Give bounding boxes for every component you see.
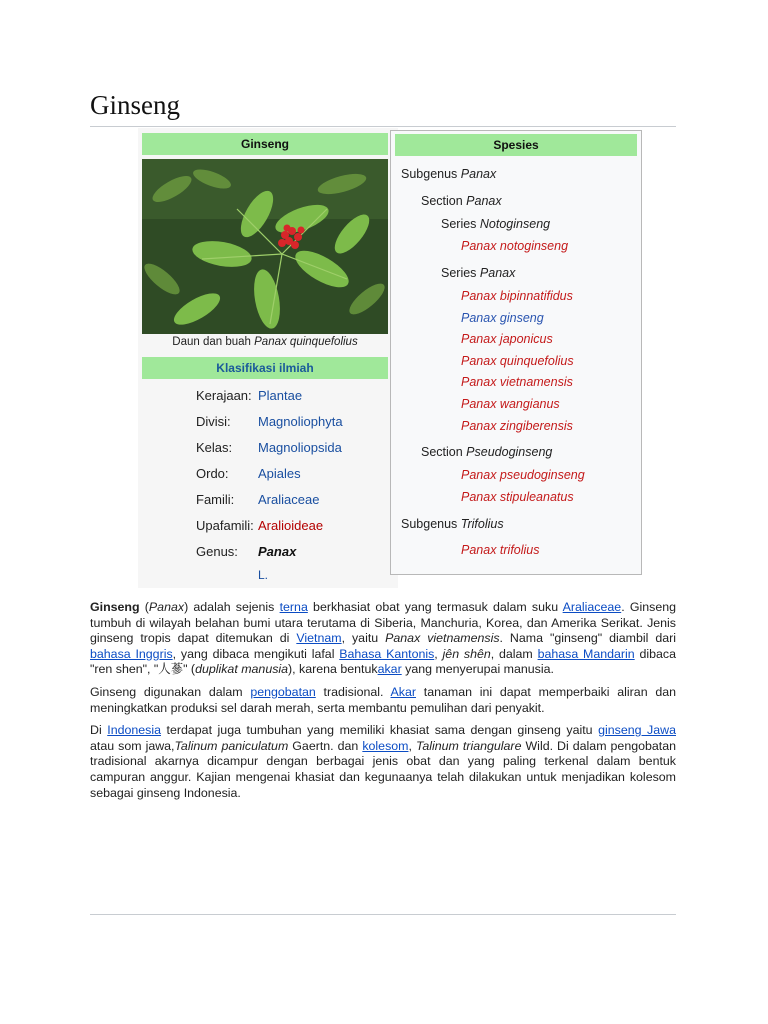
classification-row bbox=[196, 388, 302, 403]
taxon-name: Panax bbox=[466, 194, 502, 208]
species-link[interactable]: Panax wangianus bbox=[461, 397, 560, 411]
species-link[interactable]: Panax notoginseng bbox=[461, 239, 569, 253]
text: ), karena bentuk bbox=[288, 662, 378, 677]
species-link[interactable]: Panax japonicus bbox=[461, 332, 553, 346]
text: Wild. Di dalam pengobatan tradisional akarnya dicampur dengan berbagai jenis obat dan yang paling terkenal dalam bentuk campuran anggur. Kajian mengenai khasiat dan kegunaanya telah dilakukan untuk menjadikan kolesom sebagai ginseng Indonesia. bbox=[90, 738, 677, 800]
text: yang menyerupai manusia. bbox=[401, 662, 554, 677]
text: . Nama "ginseng" diambil dari bbox=[499, 631, 676, 646]
species-box bbox=[390, 130, 642, 575]
caption-text: Daun dan buah bbox=[172, 336, 255, 348]
text: , bbox=[408, 738, 416, 753]
row-label: Kerajaan: bbox=[196, 388, 252, 403]
text: tanaman ini dapat memperbaiki aliran dan meningkatkan produksi sel darah merah, serta membantu pemulihan dari penyakit. bbox=[90, 684, 677, 715]
row-label: Genus: bbox=[196, 544, 238, 559]
taxon-name: Panax bbox=[479, 266, 516, 280]
kingdom-link[interactable]: Plantae bbox=[258, 388, 303, 403]
text: Ginseng digunakan dalam bbox=[90, 684, 251, 699]
bottom-divider bbox=[90, 914, 676, 915]
text: ( bbox=[139, 600, 149, 614]
title-divider bbox=[90, 126, 676, 127]
rank-text: Series bbox=[441, 217, 480, 231]
text: tradisional. bbox=[315, 684, 391, 699]
italic-term: Panax bbox=[148, 600, 185, 614]
taxobox bbox=[138, 128, 398, 588]
taxobox-header: Ginseng bbox=[142, 133, 388, 155]
article-body bbox=[90, 600, 676, 808]
rank-text: Section bbox=[421, 445, 467, 459]
text: dibaca "ren shen", "人蔘" ( bbox=[90, 646, 676, 677]
genus-value: Panax bbox=[258, 544, 297, 559]
link-bahasa-inggris[interactable]: bahasa Inggris bbox=[90, 646, 173, 661]
taxon-name: Panax bbox=[460, 167, 497, 181]
bold-term: Ginseng bbox=[90, 600, 140, 614]
link-terna[interactable]: terna bbox=[279, 600, 308, 614]
row-label: Upafamili: bbox=[196, 518, 254, 533]
text: , yang dibaca mengikuti lafal bbox=[172, 646, 340, 661]
classification-row bbox=[196, 466, 301, 481]
taxon-name: Pseudoginseng bbox=[466, 445, 553, 459]
row-label: Ordo: bbox=[196, 466, 229, 481]
classification-row bbox=[196, 414, 343, 429]
text: berkhasiat obat yang termasuk dalam suku bbox=[307, 600, 563, 614]
classification-row bbox=[196, 544, 296, 559]
link-araliaceae[interactable]: Araliaceae bbox=[562, 600, 622, 614]
section-pseudoginseng bbox=[421, 445, 552, 459]
series-panax bbox=[441, 266, 515, 280]
link-kolesom[interactable]: kolesom bbox=[362, 738, 409, 753]
link-pengobatan[interactable]: pengobatan bbox=[250, 684, 316, 699]
species-link[interactable]: Panax ginseng bbox=[461, 311, 544, 325]
link-vietnam[interactable]: Vietnam bbox=[296, 631, 342, 646]
text: Di bbox=[90, 723, 108, 738]
link-bahasa-mandarin[interactable]: bahasa Mandarin bbox=[537, 646, 635, 661]
italic-term: jên shên bbox=[442, 646, 491, 661]
row-label: Famili: bbox=[196, 492, 235, 507]
order-link[interactable]: Apiales bbox=[258, 466, 301, 481]
text: , yaitu bbox=[341, 631, 386, 646]
paragraph-indonesia bbox=[90, 723, 676, 801]
species-link[interactable]: Panax vietnamensis bbox=[461, 375, 573, 389]
link-indonesia[interactable]: Indonesia bbox=[107, 723, 161, 738]
plant-image bbox=[142, 159, 388, 334]
classification-row bbox=[196, 518, 323, 533]
section-panax bbox=[421, 194, 502, 208]
species-link[interactable]: Panax quinquefolius bbox=[461, 354, 574, 368]
link-bahasa-kantonis[interactable]: Bahasa Kantonis bbox=[339, 646, 435, 661]
text: , dalam bbox=[490, 646, 538, 661]
species-link[interactable]: Panax pseudoginseng bbox=[461, 468, 585, 482]
text: . Ginseng tumbuh di wilayah belahan bumi utara terutama di Siberia, Manchuria, Korea, dan Amerika Serikat. Jenis ginseng tropis dapat ditemukan di bbox=[90, 600, 676, 646]
italic-term: duplikat manusia bbox=[195, 662, 289, 677]
row-label: Divisi: bbox=[196, 414, 231, 429]
text: ) adalah sejenis bbox=[184, 600, 280, 614]
ginseng-plant-photo[interactable] bbox=[142, 159, 388, 334]
italic-term: Talinum triangulare bbox=[415, 738, 522, 753]
caption-species: Panax quinquefolius bbox=[254, 336, 358, 348]
subgenus-trifolius bbox=[401, 517, 504, 531]
taxon-name: Trifolius bbox=[460, 517, 504, 531]
rank-text: Subgenus bbox=[401, 167, 461, 181]
row-label: Kelas: bbox=[196, 440, 233, 455]
paragraph-intro bbox=[90, 600, 676, 678]
subfamily-link[interactable]: Aralioideae bbox=[258, 518, 324, 533]
image-caption bbox=[142, 336, 388, 348]
taxon-name: Notoginseng bbox=[479, 217, 551, 231]
paragraph-usage bbox=[90, 685, 676, 716]
link-akar[interactable]: Akar bbox=[390, 684, 417, 699]
rank-text: Section bbox=[421, 194, 467, 208]
division-link[interactable]: Magnoliophyta bbox=[258, 414, 343, 429]
rank-text: Subgenus bbox=[401, 517, 461, 531]
species-link[interactable]: Panax trifolius bbox=[461, 543, 540, 557]
family-link[interactable]: Araliaceae bbox=[258, 492, 320, 507]
series-notoginseng bbox=[441, 217, 550, 231]
text: , bbox=[434, 646, 443, 661]
species-link[interactable]: Panax bipinnatifidus bbox=[461, 289, 573, 303]
italic-term: Panax vietnamensis bbox=[385, 631, 500, 646]
page-title: Ginseng bbox=[90, 90, 180, 120]
classification-row bbox=[196, 440, 342, 455]
rank-text: Series bbox=[441, 266, 480, 280]
species-link[interactable]: Panax stipuleanatus bbox=[461, 490, 574, 504]
italic-term: Talinum paniculatum bbox=[174, 738, 289, 753]
link-ginseng-jawa[interactable]: ginseng Jawa bbox=[598, 723, 676, 738]
text: Gaertn. dan bbox=[288, 738, 363, 753]
class-link[interactable]: Magnoliopsida bbox=[258, 440, 342, 455]
subgenus-panax bbox=[401, 167, 496, 181]
link-akar[interactable]: akar bbox=[377, 662, 402, 677]
species-header: Spesies bbox=[395, 134, 637, 156]
classification-row bbox=[196, 492, 319, 507]
text: terdapat juga tumbuhan yang memiliki khasiat sama dengan ginseng yaitu bbox=[161, 723, 599, 738]
species-link[interactable]: Panax zingiberensis bbox=[461, 419, 573, 433]
genus-author-link[interactable]: L. bbox=[258, 568, 269, 582]
classification-header: Klasifikasi ilmiah bbox=[142, 357, 388, 379]
text: atau som jawa, bbox=[90, 738, 175, 753]
